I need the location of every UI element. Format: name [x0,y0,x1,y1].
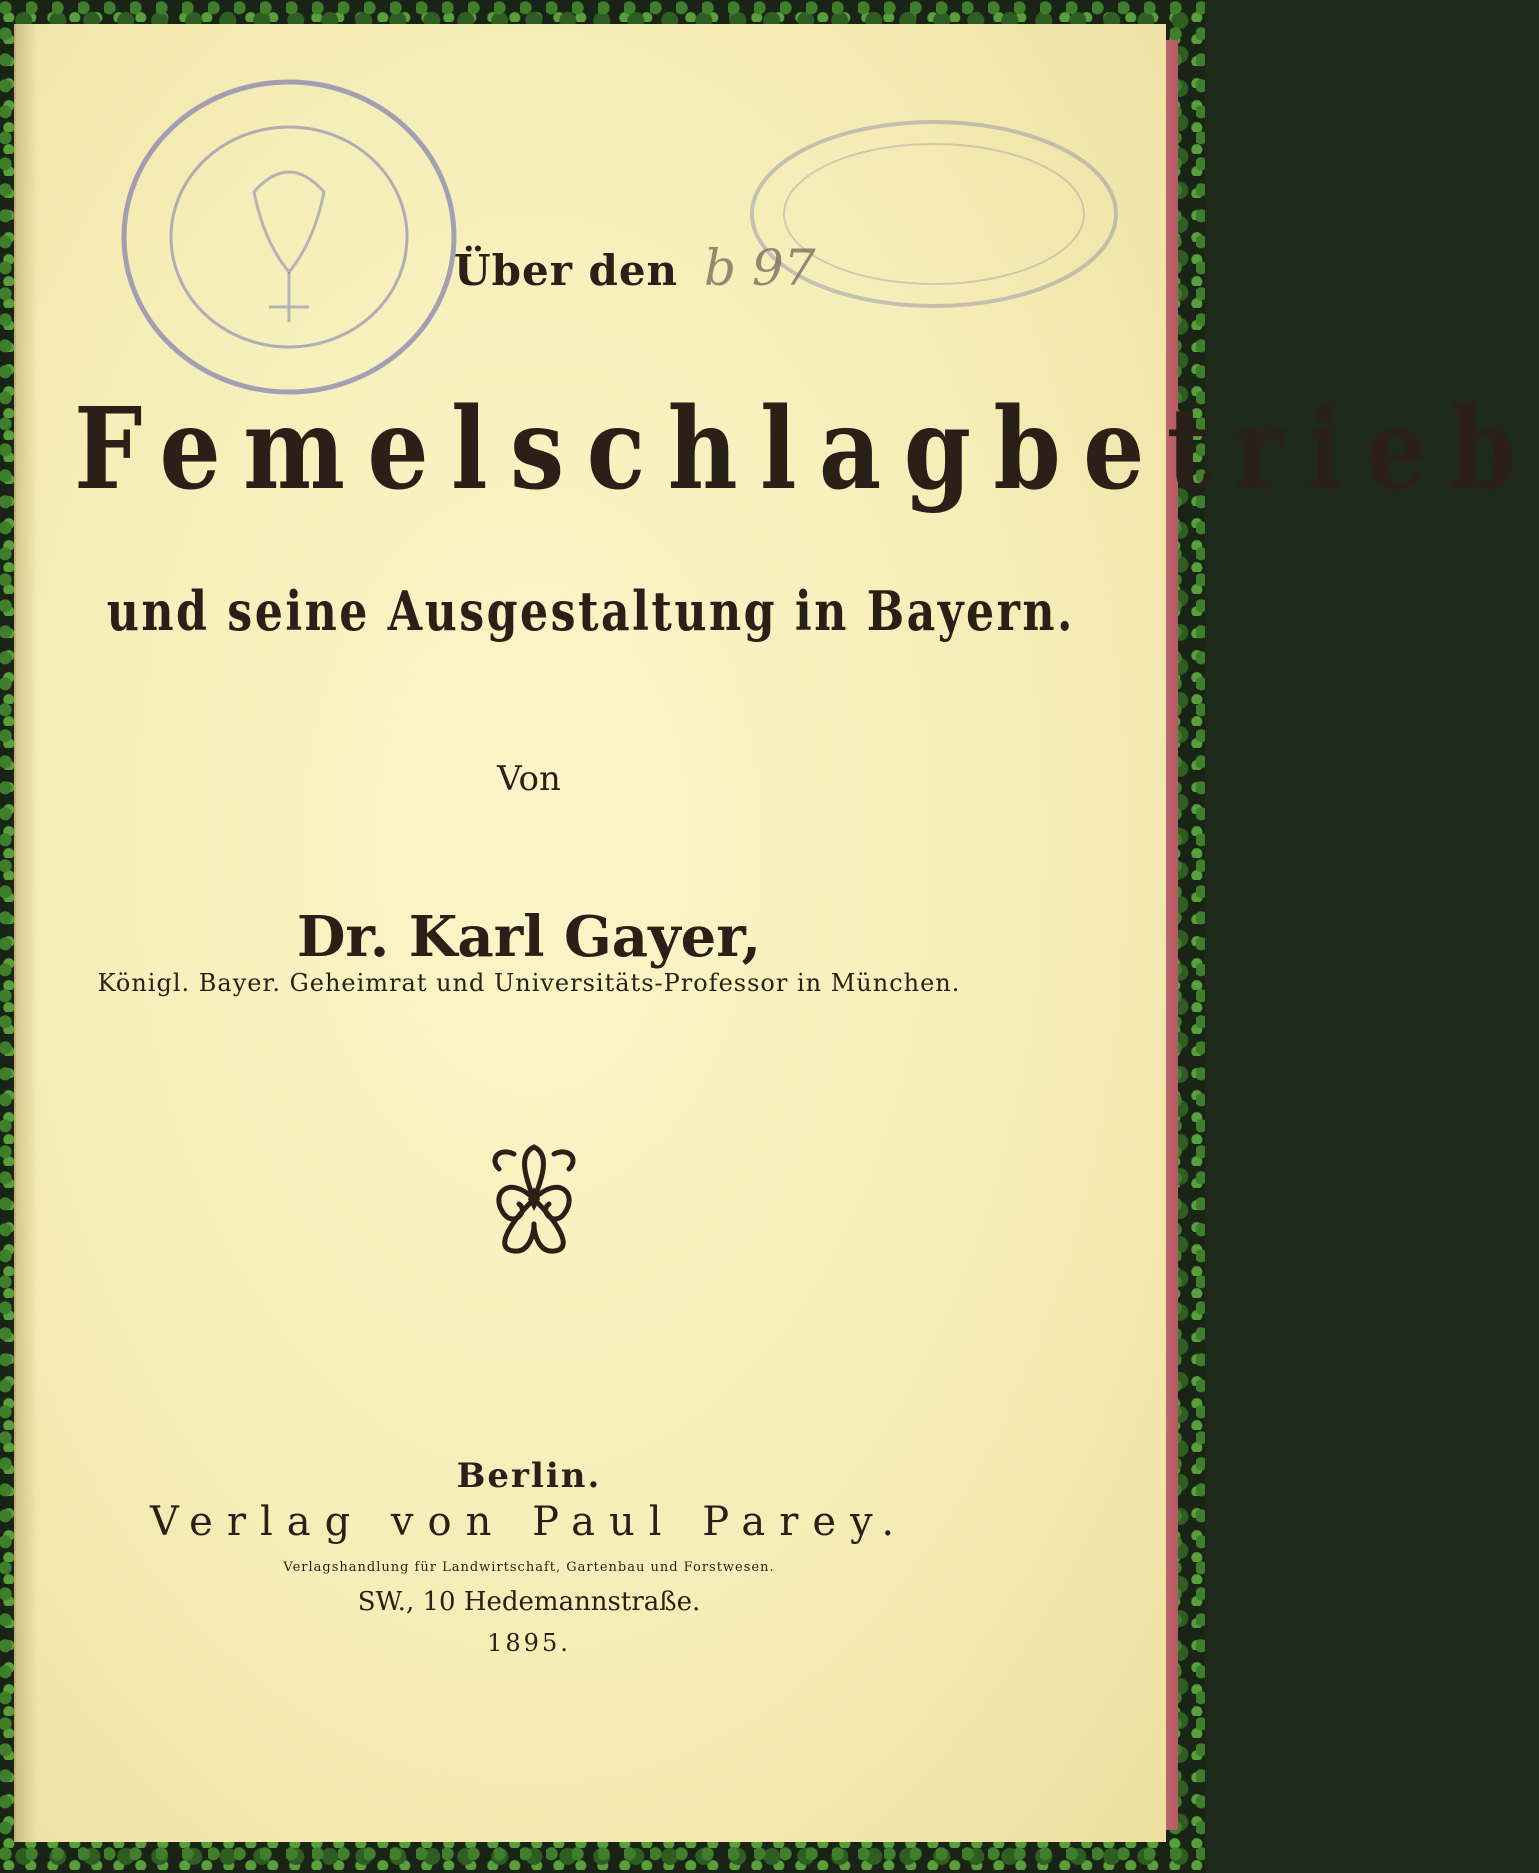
subtitle: und seine Ausgestaltung in Bayern. [106,579,1075,643]
title-page [14,24,1539,1842]
author-position: Königl. Bayer. Geheimrat und Universitäts-Professor in München. [97,969,961,997]
publication-city: Berlin. [456,1456,602,1496]
handwritten-shelfmark: b 97 [704,239,816,297]
publisher-address: SW., 10 Hedemannstraße. [357,1587,701,1617]
publisher-description: Verlagshandlung für Landwirtschaft, Gartenbau und Forstwesen. [283,1560,775,1575]
over-title: Über den [454,246,679,295]
by-line: Von [497,759,561,799]
main-title: Femelschlagbetrieb [74,384,1539,515]
library-stamp-round [114,72,464,402]
author-name: Dr. Karl Gayer, [296,904,762,970]
printer-ornament-icon [479,1139,589,1259]
publication-year: 1895. [487,1629,571,1657]
spine-shadow [14,24,38,1842]
publisher-name: Verlag von Paul Parey. [149,1499,909,1545]
